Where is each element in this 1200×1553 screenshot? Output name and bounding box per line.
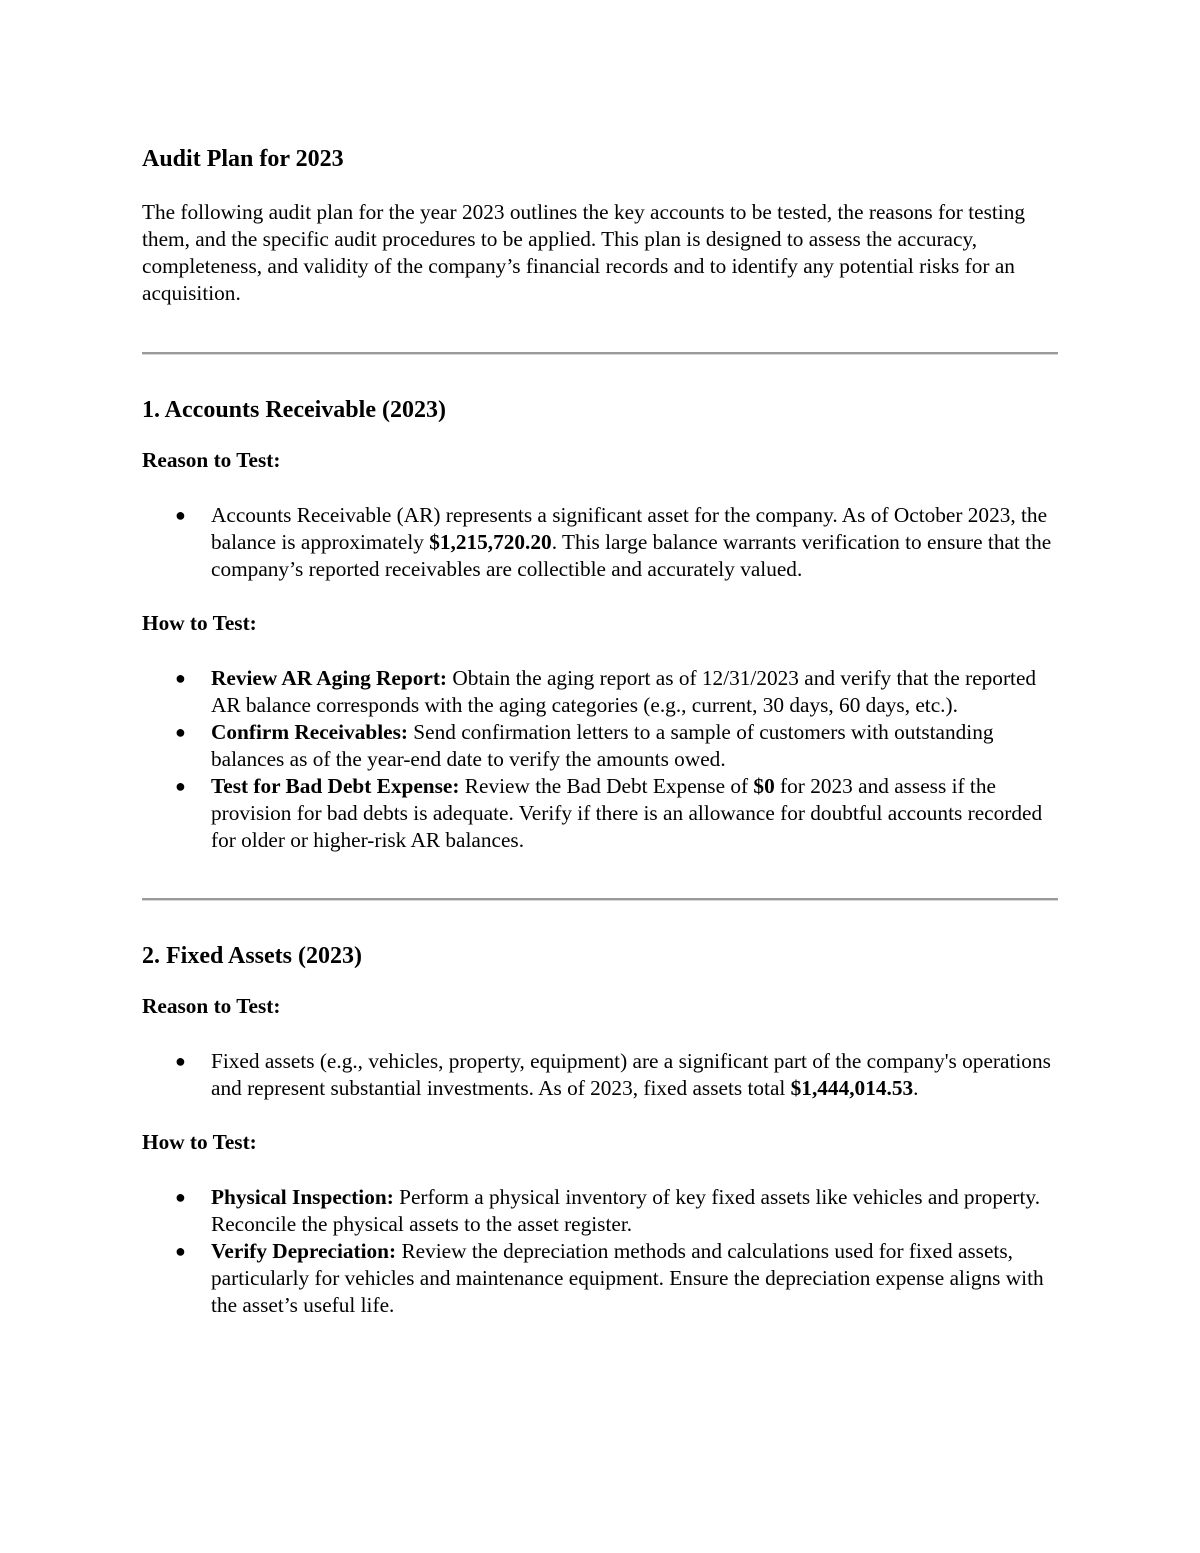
intro-paragraph: The following audit plan for the year 2023 outlines the key accounts to be tested, the reasons for testing them, and the specific audit procedures to be applied. This plan is designed to assess the accuracy, completeness, and validity of the company’s financial records and to identify any potential risks for an acquisition. — [142, 200, 1025, 305]
procedure-label: Test for Bad Debt Expense: — [211, 774, 460, 798]
reason-text-pre: Fixed assets (e.g., vehicles, property, equipment) are a significant part of the company's operations and represent substantial investments. As of 2023, fixed assets total — [211, 1049, 1051, 1100]
reason-heading: Reason to Test: — [142, 994, 281, 1018]
reason-text-post: . — [913, 1076, 919, 1100]
procedure-text: Obtain the aging report as of 12/31/2023 and verify that the reported AR balance corresponds with the aging categories (e.g., current, 30 days, 60 days, etc.). — [211, 666, 1037, 717]
procedure-label: Physical Inspection: — [211, 1185, 394, 1209]
reason-list — [142, 1048, 1058, 1102]
reason-list — [142, 502, 1058, 583]
section-divider — [142, 352, 1058, 355]
list-item — [175, 773, 1058, 854]
how-heading: How to Test: — [142, 1130, 257, 1154]
reason-text-pre: Accounts Receivable (AR) represents a significant asset for the company. As of October 2023, the balance is approximately — [211, 503, 1048, 554]
section-title-fixed-assets: 2. Fixed Assets (2023) — [142, 943, 362, 969]
section-title-accounts-receivable: 1. Accounts Receivable (2023) — [142, 397, 446, 423]
list-item — [175, 502, 1058, 583]
procedure-list — [142, 1184, 1058, 1319]
bullet-icon: ● — [175, 668, 186, 688]
section-divider — [142, 898, 1058, 901]
list-item — [175, 1184, 1058, 1238]
bullet-icon: ● — [175, 776, 186, 796]
list-item — [175, 719, 1058, 773]
procedure-text: Perform a physical inventory of key fixed assets like vehicles and property. Reconcile the physical assets to the asset register. — [211, 1185, 1041, 1236]
procedure-label: Verify Depreciation: — [211, 1239, 397, 1263]
procedure-text: Review the depreciation methods and calculations used for fixed assets, particularly for vehicles and maintenance equipment. Ensure the depreciation expense aligns with the asset’s useful life. — [211, 1239, 1044, 1317]
ar-balance-value: $1,215,720.20 — [429, 530, 552, 554]
list-item — [175, 1238, 1058, 1319]
fixed-assets-value: $1,444,014.53 — [790, 1076, 914, 1100]
bad-debt-value: $0 — [753, 774, 775, 798]
bullet-icon: ● — [175, 1187, 186, 1207]
reason-heading: Reason to Test: — [142, 448, 281, 472]
procedure-text-pre: Review the Bad Debt Expense of — [459, 774, 754, 798]
procedure-label: Review AR Aging Report: — [211, 666, 448, 690]
bullet-icon: ● — [175, 1051, 186, 1071]
bullet-icon: ● — [175, 722, 186, 742]
procedure-text-post: for 2023 and assess if the provision for bad debts is adequate. Verify if there is an allowance for doubtful accounts recorded for older or higher-risk AR balances. — [211, 774, 1043, 852]
how-heading: How to Test: — [142, 611, 257, 635]
list-item — [175, 665, 1058, 719]
reason-text-post: . This large balance warrants verification to ensure that the company’s reported receivables are collectible and accurately valued. — [211, 530, 1052, 581]
procedure-list — [142, 665, 1058, 854]
list-item — [175, 1048, 1058, 1102]
document-title: Audit Plan for 2023 — [142, 146, 344, 172]
procedure-text: Send confirmation letters to a sample of customers with outstanding balances as of the year-end date to verify the amounts owed. — [211, 720, 994, 771]
procedure-label: Confirm Receivables: — [211, 720, 408, 744]
bullet-icon: ● — [175, 505, 186, 525]
bullet-icon: ● — [175, 1241, 186, 1261]
